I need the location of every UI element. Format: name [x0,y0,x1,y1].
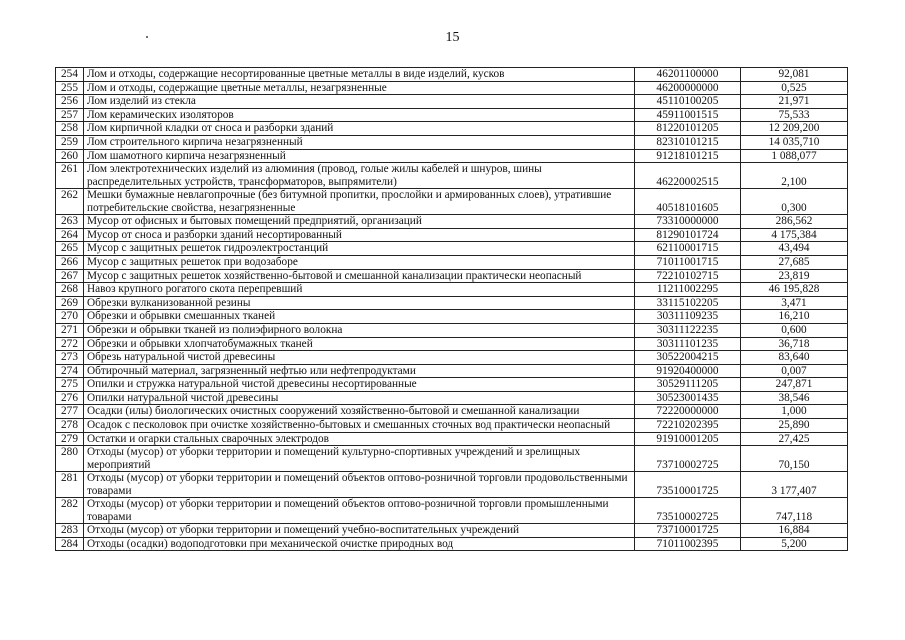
table-row [56,255,848,269]
waste-amount: 75,533 [741,108,848,122]
row-number: 274 [56,364,84,378]
fkko-code: 72210102715 [635,269,741,283]
fkko-code: 73510001725 [635,472,741,498]
table-row [56,405,848,419]
waste-name: Лом электротехнических изделий из алюминия (провод, голые жилы кабелей и шнуров, шины распределительных устройств, трансформаторов, выпрямители) [84,163,635,189]
waste-name: Обрезки и обрывки хлопчатобумажных тканей [84,337,635,351]
table-row [56,498,848,524]
fkko-code: 33115102205 [635,296,741,310]
waste-amount: 36,718 [741,337,848,351]
waste-amount: 14 035,710 [741,135,848,149]
table-row [56,337,848,351]
fkko-code: 73710002725 [635,446,741,472]
table-row [56,537,848,551]
table-row [56,242,848,256]
waste-amount: 4 175,384 [741,228,848,242]
waste-name: Обрезь натуральной чистой древесины [84,351,635,365]
row-number: 277 [56,405,84,419]
waste-amount: 25,890 [741,419,848,433]
table-row [56,189,848,215]
table-row [56,351,848,365]
table-row [56,228,848,242]
waste-amount: 0,007 [741,364,848,378]
row-number: 257 [56,108,84,122]
table-row [56,108,848,122]
row-number: 272 [56,337,84,351]
row-number: 262 [56,189,84,215]
row-number: 281 [56,472,84,498]
fkko-code: 81290101724 [635,228,741,242]
waste-amount: 0,525 [741,81,848,95]
fkko-code: 82310101215 [635,135,741,149]
row-number: 276 [56,391,84,405]
waste-name: Опилки и стружка натуральной чистой древесины несортированные [84,378,635,392]
waste-name: Отходы (мусор) от уборки территории и помещений культурно-спортивных учреждений и зрелищных мероприятий [84,446,635,472]
fkko-code: 73310000000 [635,215,741,229]
waste-amount: 286,562 [741,215,848,229]
table-row [56,310,848,324]
waste-amount: 27,685 [741,255,848,269]
waste-name: Обтирочный материал, загрязненный нефтью или нефтепродуктами [84,364,635,378]
fkko-code: 30311109235 [635,310,741,324]
fkko-code: 30529111205 [635,378,741,392]
waste-table-body [56,68,848,551]
waste-amount: 3 177,407 [741,472,848,498]
fkko-code: 71011002395 [635,537,741,551]
waste-name: Лом и отходы, содержащие несортированные цветные металлы в виде изделий, кусков [84,68,635,82]
table-row [56,472,848,498]
row-number: 265 [56,242,84,256]
row-number: 273 [56,351,84,365]
waste-amount: 12 209,200 [741,122,848,136]
waste-amount: 0,600 [741,323,848,337]
waste-name: Мешки бумажные невлагопрочные (без битумной пропитки, прослойки и армированных слоев), утратившие потребительские свойства, незагрязненные [84,189,635,215]
waste-name: Лом и отходы, содержащие цветные металлы, незагрязненные [84,81,635,95]
fkko-code: 46200000000 [635,81,741,95]
waste-name: Обрезки и обрывки тканей из полиэфирного волокна [84,323,635,337]
waste-amount: 43,494 [741,242,848,256]
table-row [56,269,848,283]
waste-amount: 747,118 [741,498,848,524]
waste-name: Мусор с защитных решеток гидроэлектростанций [84,242,635,256]
fkko-code: 81220101205 [635,122,741,136]
waste-name: Обрезки вулканизованной резины [84,296,635,310]
row-number: 268 [56,283,84,297]
row-number: 255 [56,81,84,95]
row-number: 284 [56,537,84,551]
table-row [56,364,848,378]
row-number: 256 [56,95,84,109]
waste-name: Опилки натуральной чистой древесины [84,391,635,405]
fkko-code: 72220000000 [635,405,741,419]
table-row [56,163,848,189]
waste-name: Лом керамических изоляторов [84,108,635,122]
waste-amount: 83,640 [741,351,848,365]
waste-name: Мусор с защитных решеток хозяйственно-бытовой и смешанной канализации практически неопасный [84,269,635,283]
waste-name: Обрезки и обрывки смешанных тканей [84,310,635,324]
waste-amount: 27,425 [741,432,848,446]
fkko-code: 45911001515 [635,108,741,122]
table-row [56,391,848,405]
row-number: 259 [56,135,84,149]
waste-name: Отходы (осадки) водоподготовки при механической очистке природных вод [84,537,635,551]
row-number: 261 [56,163,84,189]
fkko-code: 91218101215 [635,149,741,163]
waste-amount: 247,871 [741,378,848,392]
waste-name: Мусор от офисных и бытовых помещений предприятий, организаций [84,215,635,229]
fkko-code: 46220002515 [635,163,741,189]
fkko-code: 73710001725 [635,524,741,538]
fkko-code: 72210202395 [635,419,741,433]
waste-amount: 92,081 [741,68,848,82]
waste-amount: 0,300 [741,189,848,215]
waste-name: Отходы (мусор) от уборки территории и помещений объектов оптово-розничной торговли продовольственными товарами [84,472,635,498]
table-row [56,378,848,392]
waste-name: Отходы (мусор) от уборки территории и помещений объектов оптово-розничной торговли промышленными товарами [84,498,635,524]
table-row [56,149,848,163]
waste-amount: 16,884 [741,524,848,538]
table-row [56,323,848,337]
waste-name: Осадки (илы) биологических очистных сооружений хозяйственно-бытовой и смешанной канализации [84,405,635,419]
waste-name: Осадок с песколовок при очистке хозяйственно-бытовых и смешанных сточных вод практически неопасный [84,419,635,433]
waste-amount: 38,546 [741,391,848,405]
table-row [56,81,848,95]
table-row [56,432,848,446]
waste-name: Остатки и огарки стальных сварочных электродов [84,432,635,446]
row-number: 263 [56,215,84,229]
waste-amount: 5,200 [741,537,848,551]
waste-amount: 70,150 [741,446,848,472]
waste-name: Отходы (мусор) от уборки территории и помещений учебно-воспитательных учреждений [84,524,635,538]
fkko-code: 11211002295 [635,283,741,297]
row-number: 271 [56,323,84,337]
waste-name: Навоз крупного рогатого скота перепревший [84,283,635,297]
waste-amount: 46 195,828 [741,283,848,297]
waste-amount: 16,210 [741,310,848,324]
row-number: 279 [56,432,84,446]
row-number: 282 [56,498,84,524]
fkko-code: 71011001715 [635,255,741,269]
table-row [56,283,848,297]
waste-name: Мусор с защитных решеток при водозаборе [84,255,635,269]
scan-speck [146,36,148,38]
waste-name: Мусор от сноса и разборки зданий несортированный [84,228,635,242]
table-row [56,122,848,136]
table-row [56,419,848,433]
row-number: 264 [56,228,84,242]
fkko-code: 46201100000 [635,68,741,82]
row-number: 278 [56,419,84,433]
table-row [56,446,848,472]
fkko-code: 40518101605 [635,189,741,215]
waste-name: Лом кирпичной кладки от сноса и разборки зданий [84,122,635,136]
waste-name: Лом шамотного кирпича незагрязненный [84,149,635,163]
fkko-code: 73510002725 [635,498,741,524]
page-number: 15 [445,30,460,45]
waste-amount: 21,971 [741,95,848,109]
fkko-code: 62110001715 [635,242,741,256]
row-number: 270 [56,310,84,324]
row-number: 269 [56,296,84,310]
table-row [56,68,848,82]
fkko-code: 30311122235 [635,323,741,337]
table-row [56,95,848,109]
row-number: 258 [56,122,84,136]
row-number: 280 [56,446,84,472]
table-row [56,215,848,229]
row-number: 266 [56,255,84,269]
waste-amount: 1,000 [741,405,848,419]
row-number: 254 [56,68,84,82]
waste-table [55,67,848,551]
fkko-code: 30522004215 [635,351,741,365]
row-number: 260 [56,149,84,163]
waste-amount: 1 088,077 [741,149,848,163]
fkko-code: 30311101235 [635,337,741,351]
fkko-code: 91910001205 [635,432,741,446]
waste-amount: 23,819 [741,269,848,283]
row-number: 283 [56,524,84,538]
fkko-code: 45110100205 [635,95,741,109]
waste-name: Лом строительного кирпича незагрязненный [84,135,635,149]
fkko-code: 30523001435 [635,391,741,405]
row-number: 275 [56,378,84,392]
waste-amount: 3,471 [741,296,848,310]
fkko-code: 91920400000 [635,364,741,378]
row-number: 267 [56,269,84,283]
waste-name: Лом изделий из стекла [84,95,635,109]
table-row [56,524,848,538]
table-row [56,135,848,149]
waste-amount: 2,100 [741,163,848,189]
table-row [56,296,848,310]
